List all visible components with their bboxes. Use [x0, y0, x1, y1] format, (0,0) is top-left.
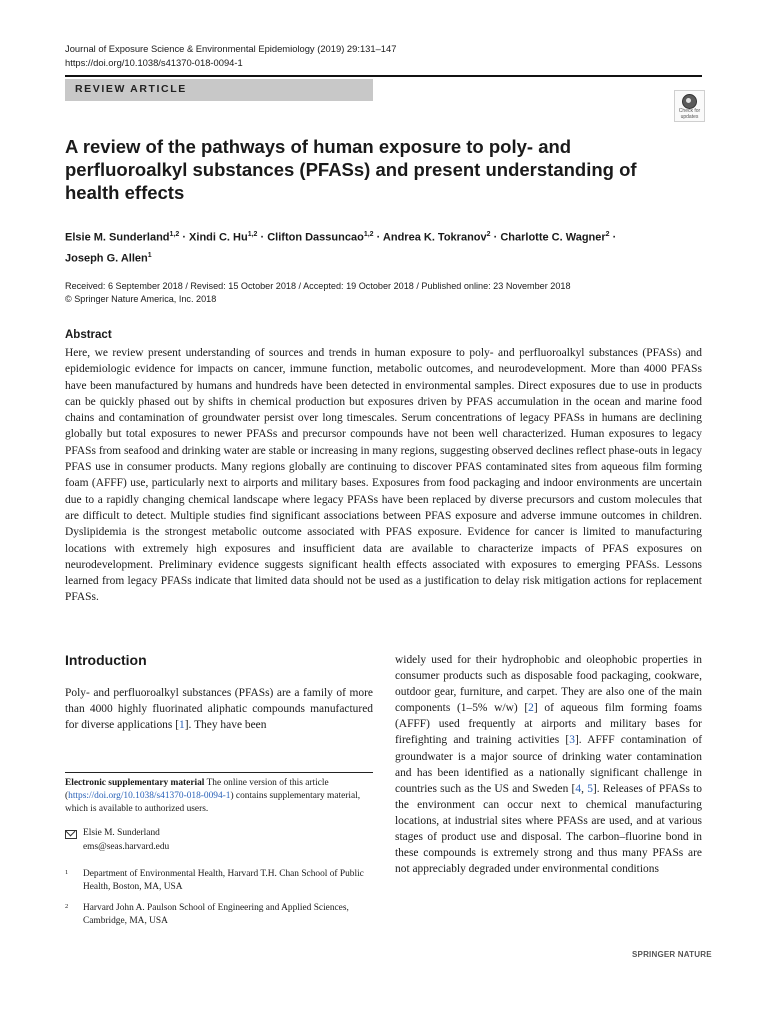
author-list: Elsie M. Sunderland$^{1,2}$ · Xindi C. Hu$^{1,2}$ · Clifton Dassuncao$^{1,2}$ · Andrea K. Tokranov$^2$ · Charlotte C. Wagner$^2$ · Joseph G. Allen$^1$ [65, 231, 617, 265]
corresponding-author-name: Elsie M. Sunderland [83, 828, 160, 838]
author-affiliation-mark: 1,2 [363, 231, 374, 238]
journal-citation: Journal of Exposure Science & Environmental Epidemiology (2019) 29:131–147 [65, 43, 397, 54]
author-name[interactable]: Joseph G. Allen [65, 252, 148, 265]
author-affiliation-mark: 1 [147, 251, 152, 259]
intro-text: ]. Releases of PFASs to the environment can occur next to chemical manufacturing locations, at industrial sites where PFASs are used, and at various stages of product use and disposal. The carbon–fluorine bond in these compounds is extremely strong and thus many PFASs are not appreciably degraded under environmental conditions [395, 782, 703, 876]
citation-link[interactable]: 5 [587, 782, 593, 795]
esm-label: Electronic supplementary material [65, 778, 205, 788]
springer-nature-logo: SPRINGER NATURE [632, 950, 712, 959]
abstract-body: Here, we review present understanding of sources and trends in human exposure to poly- and perfluoroalkyl substances (PFASs) and epidemiologic evidence for impacts on cancer, immune function, metabolic outcomes, and neurodevelopment. More than 4000 PFASs have been manufactured by humans and hundreds have been detected in environmental samples. Direct exposures due to use in products can be quickly phased out by shifts in chemical production but exposures driven by PFAS accumulation in the ocean and marine food chains and contamination of groundwater persist over long timescales. Serum concentrations of legacy PFASs in humans are declining globally but total exposures to newer PFASs and precursor compounds have not been well characterized. Human exposures to legacy PFASs from seafood and drinking water are stable or increasing in many regions, suggesting observed declines reflect phase-outs in legacy PFAS use in consumer products. Many regions globally are continuing to discover PFAS contaminated sites from aqueous film forming foam (AFFF) use, particularly next to airports and military bases. Exposures from food packaging and indoor environments are uncertain due to a rapidly changing chemical landscape where legacy PFASs have been replaced by diverse precursors and custom molecules that are difficult to detect. Multiple studies find significant associations between PFAS exposure and adverse immune outcomes in children. Dyslipidemia is the strongest metabolic outcome associated with PFAS exposure. Evidence for cancer is limited to manufacturing locations with extremely high exposures and insufficient data are available to characterize impacts of PFAS exposures on neurodevelopment. Preliminary evidence suggests significant health effects associated with exposures to emerging PFASs. Lessons learned from legacy PFASs indicate that limited data should not be used as a justification to delay risk mitigation actions for replacement PFASs. [65, 347, 702, 604]
article-title [65, 135, 665, 204]
title-line-1: A review of the pathways of human exposure to poly- and [65, 136, 572, 157]
title-line-2: perfluoroalkyl substances (PFASs) and present understanding of [65, 159, 637, 180]
citation-link[interactable]: 1 [179, 719, 185, 732]
author-name[interactable]: Charlotte C. Wagner [500, 231, 606, 244]
affiliation-number: 2 [65, 903, 69, 910]
citation-separator: , [581, 782, 588, 795]
citation-link[interactable]: 2 [528, 702, 534, 715]
author-affiliation-mark: 2 [486, 231, 491, 238]
affiliation-text: Harvard John A. Paulson School of Engineering and Applied Sciences, Cambridge, MA, USA [83, 903, 349, 926]
section-heading-introduction: Introduction [65, 652, 147, 668]
intro-text: ]. They have been [184, 719, 267, 732]
check-updates-label: Check for updates [678, 108, 701, 120]
corresponding-author-email[interactable]: ems@seas.harvard.edu [83, 842, 170, 852]
envelope-icon [65, 830, 77, 839]
author-affiliation-mark: 1,2 [169, 231, 180, 238]
header-rule [65, 75, 702, 77]
citation-link[interactable]: 3 [569, 734, 575, 747]
affiliation-number: 1 [65, 869, 69, 876]
journal-header [65, 42, 396, 70]
intro-column-2 [395, 652, 702, 877]
esm-doi-link[interactable]: https://doi.org/10.1038/s41370-018-0094-1 [68, 791, 231, 801]
article-type-banner [65, 79, 373, 101]
author-affiliation-mark: 2 [605, 231, 610, 238]
author-name[interactable]: Elsie M. Sunderland [65, 231, 170, 244]
intro-text: ]. AFFF contamination of groundwater is a major source of drinking water contamination and has been identified as a nationally significant challenge in countries such as the US and Sweden [ [395, 734, 703, 795]
check-for-updates-badge[interactable] [674, 90, 705, 122]
footnote-rule [65, 772, 373, 773]
intro-text: ] of aqueous film forming foams (AFFF) used frequently at airports and military bases for firefighting and training activities [ [395, 702, 702, 747]
journal-doi[interactable]: https://doi.org/10.1038/s41370-018-0094-1 [65, 57, 243, 68]
intro-paragraph-1 [65, 685, 373, 734]
esm-text: The online version of this article ( [65, 778, 329, 801]
check-updates-icon [682, 94, 697, 109]
history-dates: Received: 6 September 2018 / Revised: 15 October 2018 / Accepted: 19 October 2018 / Published online: 23 November 2018 [65, 281, 571, 291]
esm-text: ) contains supplementary material, which is available to authorized users. [65, 791, 361, 814]
author-affiliation-mark: 1,2 [247, 231, 258, 238]
copyright-notice: © Springer Nature America, Inc. 2018 [65, 294, 217, 304]
supplementary-material-note [65, 777, 373, 816]
publication-dates [65, 280, 705, 306]
intro-text: widely used for their hydrophobic and oleophobic properties in consumer products such as disposable food packaging, cookware, outdoor gear, furniture, and carpet. They are also one of the main components (1–5% w/w) [ [395, 654, 702, 715]
article-type-label: REVIEW ARTICLE [75, 83, 187, 95]
intro-text: Poly- and perfluoroalkyl substances (PFASs) are a family of more than 4000 highly fluorinated aliphatic compounds manufactured for diverse applications [ [65, 687, 373, 732]
affiliation-text: Department of Environmental Health, Harvard T.H. Chan School of Public Health, Boston, MA, USA [83, 869, 364, 892]
abstract-heading: Abstract [65, 329, 112, 341]
author-name[interactable]: Xindi C. Hu [189, 231, 248, 244]
author-name[interactable]: Clifton Dassuncao [267, 231, 364, 244]
citation-link[interactable]: 4 [575, 782, 582, 795]
author-name[interactable]: Andrea K. Tokranov [382, 231, 487, 244]
title-line-3: health effects [65, 182, 185, 203]
